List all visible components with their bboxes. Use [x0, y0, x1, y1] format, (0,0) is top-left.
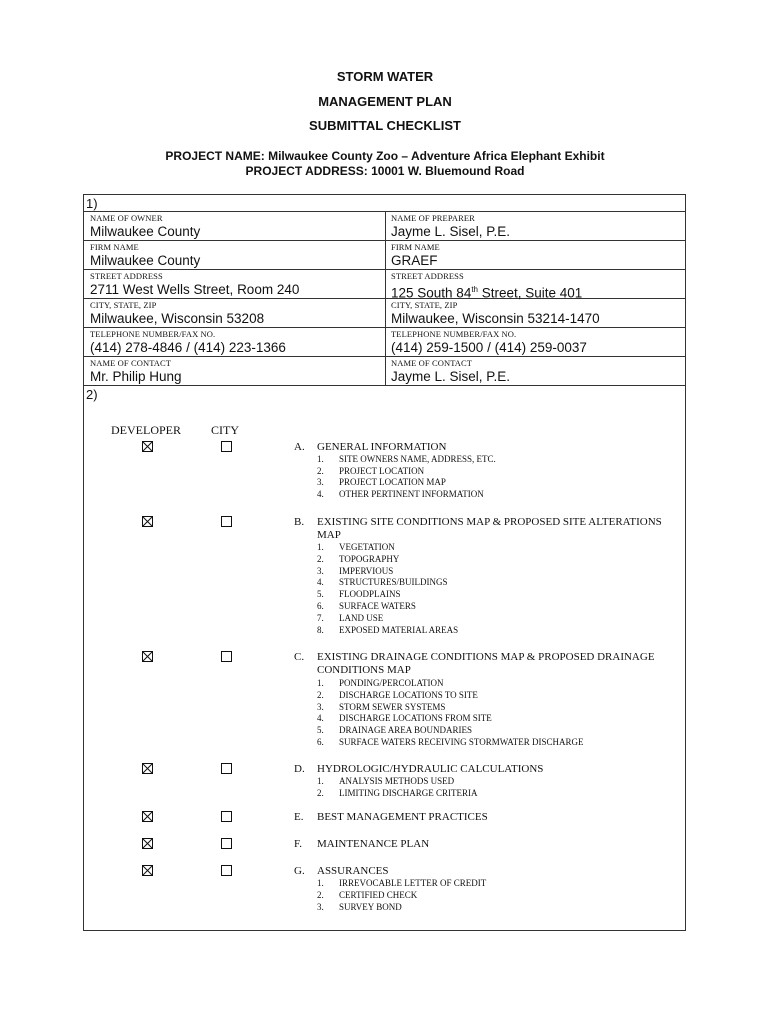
city-checkbox-b[interactable]	[221, 516, 232, 527]
sub-item	[317, 601, 657, 613]
sub-item-text: PROJECT LOCATION MAP	[339, 477, 446, 488]
owner-name-cell	[84, 212, 382, 241]
sub-item	[317, 489, 657, 501]
city-checkbox-c[interactable]	[221, 651, 232, 662]
preparer-contact-value: Jayme L. Sisel, P.E.	[391, 369, 511, 384]
developer-column-header: DEVELOPER	[111, 423, 181, 437]
sub-item-number: 2.	[317, 553, 324, 564]
developer-checkbox-d[interactable]	[142, 763, 153, 774]
sub-item-number: 5.	[317, 589, 324, 600]
preparer-name-label: NAME OF PREPARER	[391, 213, 475, 223]
item-letter: A.	[294, 441, 305, 453]
sub-item	[317, 890, 657, 902]
sub-item-number: 4.	[317, 489, 324, 500]
sub-item-number: 7.	[317, 612, 324, 623]
sub-item-text: SITE OWNERS NAME, ADDRESS, ETC.	[339, 454, 496, 464]
item-title: HYDROLOGIC/HYDRAULIC CALCULATIONS	[317, 763, 544, 775]
sub-item-number: 2.	[317, 889, 324, 900]
preparer-contact-label: NAME OF CONTACT	[391, 358, 473, 368]
preparer-phone-label: TELEPHONE NUMBER/FAX NO.	[391, 329, 517, 339]
item-title: EXISTING SITE CONDITIONS MAP & PROPOSED SITE ALTERATIONS MAP	[317, 516, 662, 541]
project-name: PROJECT NAME: Milwaukee County Zoo – Adventure Africa Elephant Exhibit	[165, 149, 605, 163]
preparer-name-cell	[385, 212, 683, 241]
sub-item-text: EXPOSED MATERIAL AREAS	[339, 624, 459, 635]
item-title: GENERAL INFORMATION	[317, 441, 447, 453]
section-1-header	[84, 195, 685, 212]
sub-item	[317, 554, 657, 566]
owner-city-cell	[84, 299, 382, 328]
sub-item-number: 2.	[317, 787, 324, 798]
developer-checkbox-b[interactable]	[142, 516, 153, 527]
sub-item	[317, 713, 657, 725]
sub-item-number: 1.	[317, 678, 324, 688]
sub-item-text: PONDING/PERCOLATION	[339, 678, 444, 688]
preparer-street-part-a: 125 South 84	[391, 285, 472, 301]
sub-item-text: PROJECT LOCATION	[339, 465, 425, 476]
owner-phone-cell	[84, 328, 382, 357]
checklist-form	[83, 194, 686, 931]
city-checkbox-f[interactable]	[221, 838, 232, 849]
sub-item-text: DISCHARGE LOCATIONS TO SITE	[339, 689, 478, 700]
column-divider	[385, 211, 386, 386]
sub-item-number: 8.	[317, 624, 324, 635]
city-checkbox-a[interactable]	[221, 441, 232, 452]
sub-item-text: IRREVOCABLE LETTER OF CREDIT	[339, 878, 487, 888]
sub-item	[317, 625, 657, 637]
item-title: EXISTING DRAINAGE CONDITIONS MAP & PROPOSED DRAINAGE CONDITIONS MAP	[317, 651, 655, 676]
sub-item-number: 3.	[317, 477, 324, 488]
title-line-1: STORM WATER	[336, 69, 434, 84]
preparer-firm-value: GRAEF	[391, 253, 438, 268]
sub-item-number: 3.	[317, 565, 324, 576]
item-title: BEST MANAGEMENT PRACTICES	[317, 811, 488, 823]
sub-item	[317, 466, 657, 478]
developer-checkbox-g[interactable]	[142, 865, 153, 876]
sub-item-text: STORM SEWER SYSTEMS	[339, 701, 446, 712]
city-checkbox-e[interactable]	[221, 811, 232, 822]
owner-contact-value: Mr. Philip Hung	[90, 369, 182, 384]
sub-item-number: 1.	[317, 878, 324, 888]
preparer-city-label: CITY, STATE, ZIP	[391, 300, 458, 310]
sub-item-number: 1.	[317, 454, 324, 464]
sub-item	[317, 737, 657, 749]
preparer-city-cell	[385, 299, 683, 328]
owner-firm-cell	[84, 241, 382, 270]
owner-street-label: STREET ADDRESS	[90, 271, 163, 281]
sub-item-text: SURFACE WATERS RECEIVING STORMWATER DISCHARGE	[339, 737, 584, 747]
sub-item	[317, 678, 657, 690]
sub-item	[317, 577, 657, 589]
sub-item-text: DISCHARGE LOCATIONS FROM SITE	[339, 713, 492, 724]
preparer-street-label: STREET ADDRESS	[391, 271, 464, 281]
item-letter: C.	[294, 651, 305, 663]
sub-item-text: LAND USE	[339, 612, 384, 623]
owner-name-label: NAME OF OWNER	[90, 213, 163, 223]
sub-item-number: 1.	[317, 542, 324, 552]
developer-checkbox-c[interactable]	[142, 651, 153, 662]
owner-contact-cell	[84, 357, 382, 386]
owner-phone-label: TELEPHONE NUMBER/FAX NO.	[90, 329, 216, 339]
developer-checkbox-e[interactable]	[142, 811, 153, 822]
sub-item-text: CERTIFIED CHECK	[339, 889, 418, 900]
preparer-firm-cell	[385, 241, 683, 270]
preparer-street-part-b: Street, Suite 401	[478, 285, 583, 301]
sub-item-text: LIMITING DISCHARGE CRITERIA	[339, 787, 478, 798]
item-letter: B.	[294, 516, 305, 528]
sub-item-number: 5.	[317, 725, 324, 736]
preparer-city-value: Milwaukee, Wisconsin 53214-1470	[391, 311, 600, 326]
owner-city-value: Milwaukee, Wisconsin 53208	[90, 311, 265, 326]
item-letter: D.	[294, 763, 305, 775]
owner-firm-value: Milwaukee County	[90, 253, 201, 268]
sub-item	[317, 776, 657, 788]
sub-item-number: 4.	[317, 713, 324, 724]
preparer-street-cell	[385, 270, 683, 299]
section-2-number: 2)	[86, 387, 98, 402]
sub-item-number: 2.	[317, 689, 324, 700]
sub-item	[317, 902, 657, 914]
sub-item	[317, 542, 657, 554]
sub-item	[317, 566, 657, 578]
sub-item	[317, 702, 657, 714]
title-line-3: SUBMITTAL CHECKLIST	[309, 118, 461, 133]
owner-street-value: 2711 West Wells Street, Room 240	[90, 282, 300, 297]
sub-item-text: STRUCTURES/BUILDINGS	[339, 577, 448, 588]
preparer-firm-label: FIRM NAME	[391, 242, 440, 252]
sub-item	[317, 690, 657, 702]
developer-checkbox-a[interactable]	[142, 441, 153, 452]
developer-checkbox-f[interactable]	[142, 838, 153, 849]
owner-street-cell	[84, 270, 382, 299]
owner-phone-value: (414) 278-4846 / (414) 223-1366	[90, 340, 286, 355]
sub-item	[317, 878, 657, 890]
section-1-number: 1)	[86, 196, 98, 211]
sub-item-number: 2.	[317, 465, 324, 476]
sub-item-text: VEGETATION	[339, 542, 395, 552]
title-line-2: MANAGEMENT PLAN	[318, 94, 452, 109]
sub-item	[317, 477, 657, 489]
sub-item-number: 6.	[317, 737, 324, 747]
preparer-contact-cell	[385, 357, 683, 386]
sub-item-number: 4.	[317, 577, 324, 588]
item-letter: F.	[294, 838, 302, 850]
sub-item-text: IMPERVIOUS	[339, 565, 394, 576]
sub-item-text: SURFACE WATERS	[339, 601, 416, 611]
owner-name-value: Milwaukee County	[90, 224, 201, 239]
sub-item-text: SURVEY BOND	[339, 901, 402, 912]
city-checkbox-g[interactable]	[221, 865, 232, 876]
sub-item-number: 3.	[317, 901, 324, 912]
sub-item-text: OTHER PERTINENT INFORMATION	[339, 489, 484, 500]
sub-item	[317, 788, 657, 800]
sub-item-text: ANALYSIS METHODS USED	[339, 776, 455, 786]
sub-item-number: 1.	[317, 776, 324, 786]
item-letter: G.	[294, 865, 305, 877]
sub-item	[317, 589, 657, 601]
sub-item	[317, 454, 657, 466]
sub-item-text: DRAINAGE AREA BOUNDARIES	[339, 725, 473, 736]
preparer-street-ordinal: th	[471, 285, 478, 294]
preparer-phone-cell	[385, 328, 683, 357]
owner-city-label: CITY, STATE, ZIP	[90, 300, 157, 310]
sub-item-number: 6.	[317, 601, 324, 611]
sub-item	[317, 613, 657, 625]
item-letter: E.	[294, 811, 304, 823]
preparer-phone-value: (414) 259-1500 / (414) 259-0037	[391, 340, 587, 355]
project-address: PROJECT ADDRESS: 10001 W. Bluemound Road	[245, 164, 525, 178]
item-title: ASSURANCES	[317, 865, 389, 877]
sub-item-text: FLOODPLAINS	[339, 589, 401, 600]
preparer-name-value: Jayme L. Sisel, P.E.	[391, 224, 511, 239]
sub-item-text: TOPOGRAPHY	[339, 553, 400, 564]
item-title: MAINTENANCE PLAN	[317, 838, 430, 850]
city-column-header: CITY	[211, 423, 239, 437]
city-checkbox-d[interactable]	[221, 763, 232, 774]
sub-item-number: 3.	[317, 701, 324, 712]
sub-item	[317, 725, 657, 737]
owner-contact-label: NAME OF CONTACT	[90, 358, 172, 368]
owner-firm-label: FIRM NAME	[90, 242, 139, 252]
